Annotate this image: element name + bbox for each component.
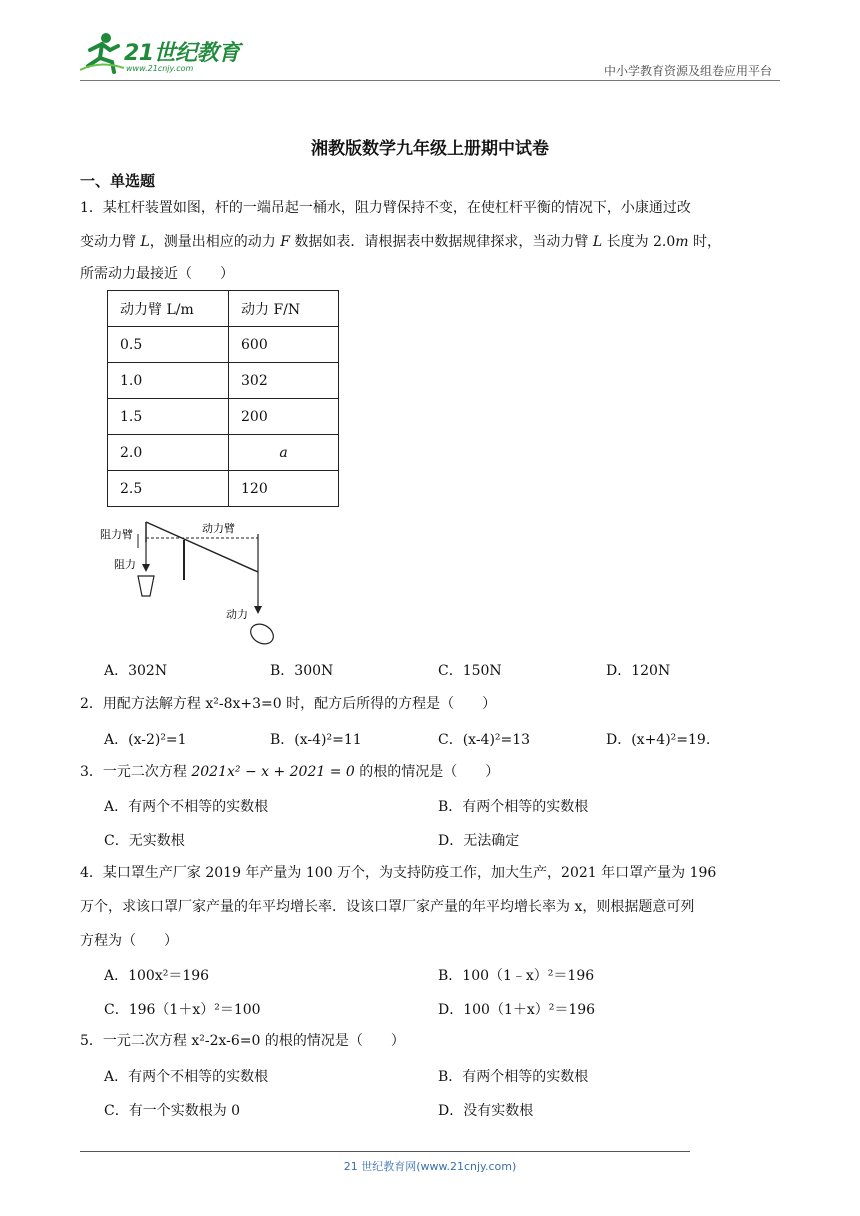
q1-option-d[interactable]: D．120N [606, 663, 671, 679]
q3-option-c[interactable]: C．无实数根 [104, 833, 185, 849]
power-label: 动力 [226, 608, 248, 621]
table-row [108, 435, 339, 471]
q1-line1: 1．某杠杆装置如图，杆的一端吊起一桶水，阻力臂保持不变，在使杠杆平衡的情况下，小康通过改 [80, 200, 691, 216]
table-header-cell: 动力臂 L/m [108, 291, 229, 327]
data-table [107, 290, 339, 507]
lever-figure [98, 518, 288, 650]
table-cell: 302 [229, 363, 339, 399]
table-cell: 600 [229, 327, 339, 363]
q2-option-a[interactable]: A．(x-2)²=1 [104, 732, 187, 748]
q2-option-c[interactable]: C．(x-4)²=13 [438, 732, 531, 748]
q4-line3: 方程为（ ） [80, 933, 178, 949]
q1-line2: 变动力臂 L，测量出相应的动力 F 数据如表．请根据表中数据规律探求，当动力臂 L 长度为 2.0m 时， [80, 234, 722, 250]
q5-option-c[interactable]: C．有一个实数根为 0 [104, 1103, 241, 1119]
table-row [108, 363, 339, 399]
q4-option-c[interactable]: C．196（1＋x）²＝100 [104, 1002, 261, 1018]
q1-option-b[interactable]: B．300N [270, 663, 334, 679]
runner-logo-icon [80, 30, 124, 74]
q5-option-a[interactable]: A．有两个不相等的实数根 [104, 1069, 269, 1085]
q4-option-d[interactable]: D．100（1＋x）²＝196 [438, 1002, 596, 1018]
q4-option-a[interactable]: A．100x²＝196 [104, 968, 210, 984]
q3-option-a[interactable]: A．有两个不相等的实数根 [104, 799, 269, 815]
table-cell: 2.5 [108, 471, 229, 507]
q4-line1: 4．某口罩生产厂家 2019 年产量为 100 万个，为支持防疫工作，加大生产，2021 年口罩产量为 196 [80, 865, 717, 881]
q3-option-d[interactable]: D．无法确定 [438, 833, 520, 849]
q2-option-d[interactable]: D．(x+4)²=19. [606, 732, 711, 748]
logo-url: www.21cnjy.com [126, 64, 194, 73]
q5-option-b[interactable]: B．有两个相等的实数根 [438, 1069, 589, 1085]
table-row [108, 471, 339, 507]
bucket-icon [138, 576, 154, 596]
table-cell: 2.0 [108, 435, 229, 471]
resist-arm-label: 阻力臂 [100, 528, 133, 541]
q1-option-a[interactable]: A．302N [104, 663, 168, 679]
table-row [108, 399, 339, 435]
table-cell: 0.5 [108, 327, 229, 363]
section-heading: 一、单选题 [80, 172, 156, 190]
q3-option-b[interactable]: B．有两个相等的实数根 [438, 799, 589, 815]
q4-line2: 万个，求该口罩厂家产量的年平均增长率．设该口罩厂家产量的年平均增长率为 x，则根据题意可列 [80, 899, 695, 915]
page-title: 湘教版数学九年级上册期中试卷 [311, 139, 549, 159]
q4-option-b[interactable]: B．100（1﹣x）²＝196 [438, 968, 595, 984]
resist-label: 阻力 [114, 558, 136, 571]
table-cell: 1.0 [108, 363, 229, 399]
table-cell: 200 [229, 399, 339, 435]
table-row [108, 327, 339, 363]
table-cell: 1.5 [108, 399, 229, 435]
power-arm-label: 动力臂 [202, 522, 235, 535]
header-slogan: 中小学教育资源及组卷应用平台 [603, 64, 772, 78]
q3-equation: 2021x² − x + 2021 = 0 [191, 764, 355, 780]
q2-option-b[interactable]: B．(x-4)²=11 [270, 732, 362, 748]
footer-text[interactable]: 21 世纪教育网(www.21cnjy.com) [343, 1160, 517, 1173]
q3-stem: 3．一元二次方程 2021x² − x + 2021 = 0 的根的情况是（ ） [80, 764, 500, 780]
table-header-row [108, 291, 339, 327]
footer-divider [80, 1151, 690, 1152]
site-logo [80, 30, 250, 78]
table-header-cell: 动力 F/N [229, 291, 339, 327]
hand-icon [247, 620, 277, 648]
q5-option-d[interactable]: D．没有实数根 [438, 1103, 534, 1119]
q1-line3: 所需动力最接近（ ） [80, 266, 234, 282]
q2-stem: 2．用配方法解方程 x²-8x+3=0 时，配方后所得的方程是（ ） [80, 696, 497, 712]
q1-option-c[interactable]: C．150N [438, 663, 502, 679]
logo-text: 21世纪教育 [124, 41, 240, 66]
table-cell: 120 [229, 471, 339, 507]
header-divider [80, 80, 780, 81]
table-cell: a [229, 435, 339, 471]
q5-stem: 5．一元二次方程 x²-2x-6=0 的根的情况是（ ） [80, 1033, 405, 1049]
